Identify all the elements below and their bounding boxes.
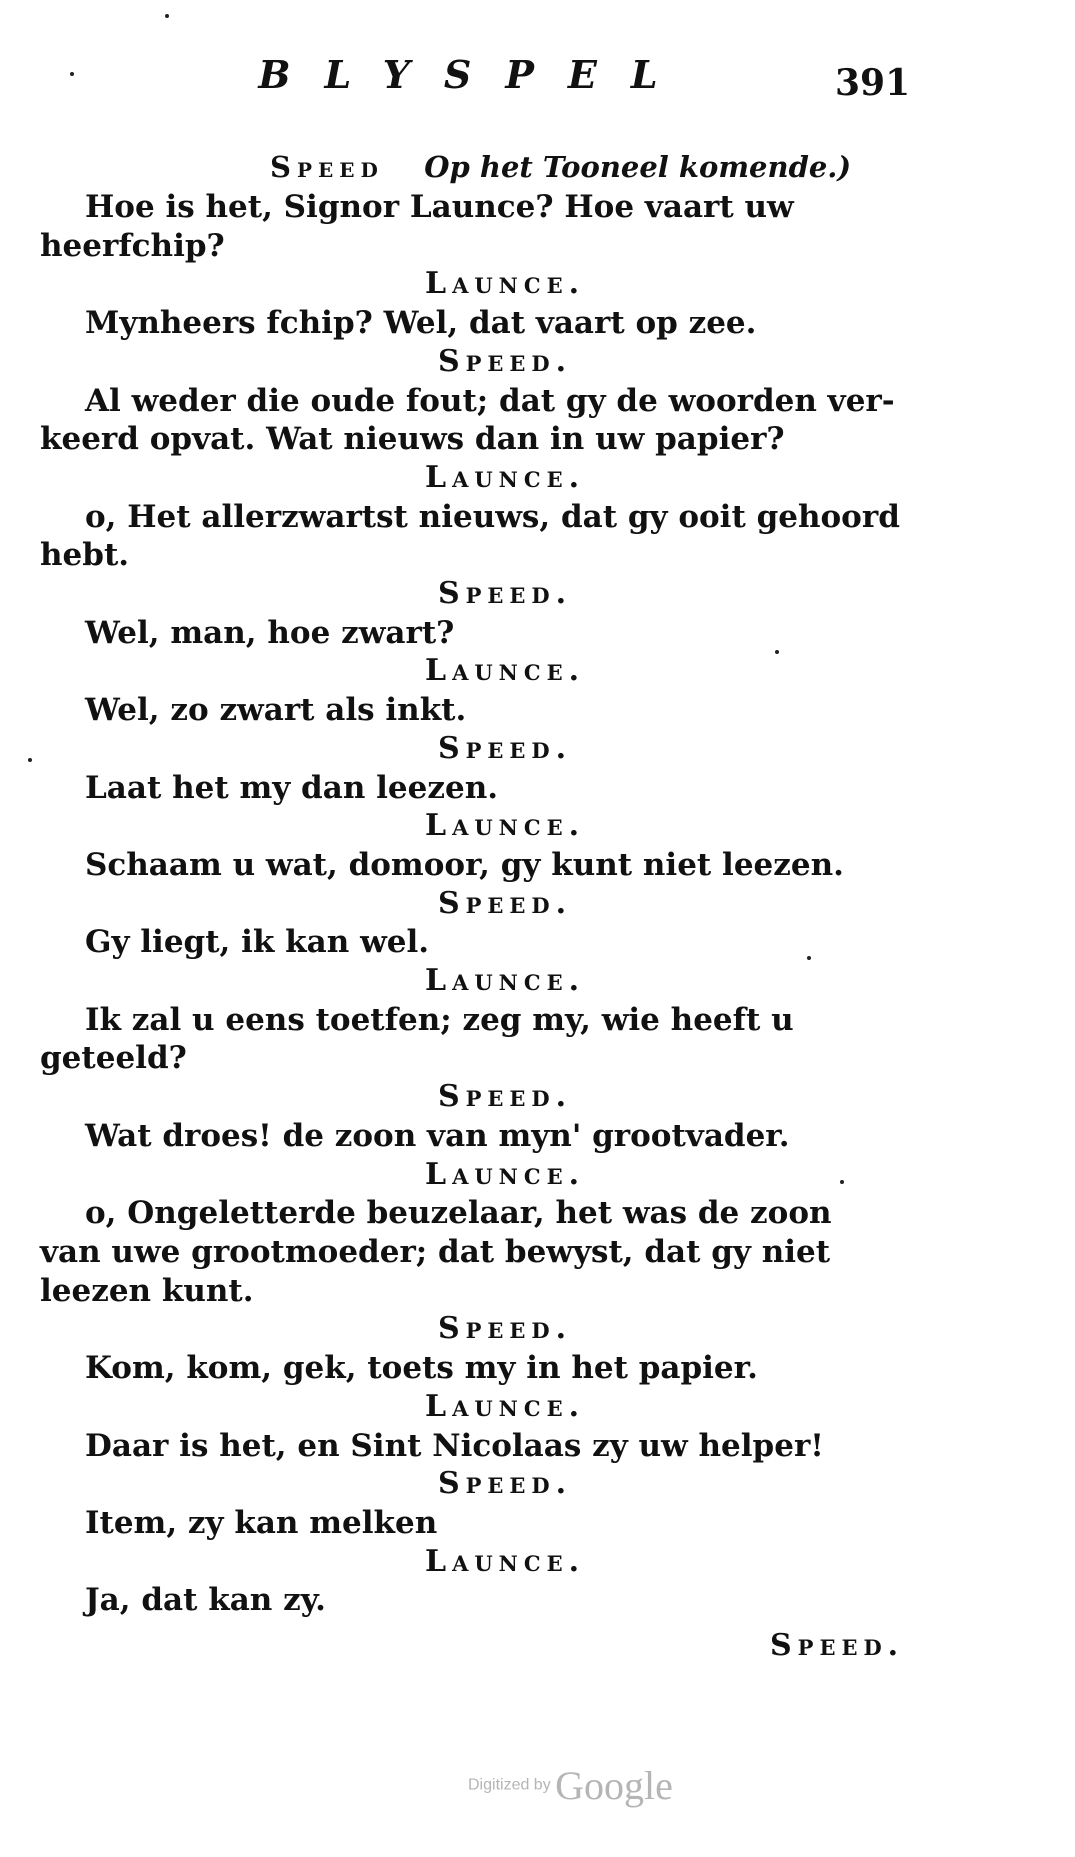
speaker-heading: Launce. (424, 1543, 586, 1579)
dialogue-line: o, Het allerzwartst nieuws, dat gy ooit gehoord (85, 498, 900, 535)
speaker-heading: Launce. (424, 653, 586, 689)
dialogue-line: Wel, zo zwart als inkt. (85, 692, 467, 729)
dialogue-line: Laat het my dan leezen. (85, 769, 499, 806)
ink-speck (28, 758, 32, 762)
dialogue-line: Ja, dat kan zy. (85, 1582, 326, 1619)
dialogue-line: Schaam u wat, domoor, gy kunt niet leezen. (85, 846, 844, 883)
digitized-watermark (468, 1762, 673, 1809)
dialogue-line: van uwe grootmoeder; dat bewyst, dat gy niet (40, 1233, 831, 1270)
dialogue-line: hebt. (40, 537, 130, 574)
dialogue-line: Al weder die oude fout; dat gy de woorden ver- (85, 382, 895, 419)
dialogue-line: heerfchip? (40, 227, 225, 264)
dialogue-line: geteeld? (40, 1040, 187, 1077)
dialogue-line: Daar is het, en Sint Nicolaas zy uw helper! (85, 1427, 824, 1464)
speaker-heading: Launce. (424, 808, 586, 844)
speaker-heading: Speed. (437, 730, 573, 766)
ink-speck (840, 1180, 844, 1184)
speaker-heading: Speed. (437, 343, 573, 379)
page-number: 391 (835, 62, 911, 104)
dialogue-line: Wat droes! de zoon van myn' grootvader. (85, 1117, 790, 1154)
catchword: Speed. (770, 1628, 905, 1663)
speaker-heading: Launce. (424, 1156, 586, 1192)
dialogue-line: Hoe is het, Signor Launce? Hoe vaart uw (85, 189, 794, 225)
dialogue-line: Ik zal u eens toetfen; zeg my, wie heeft u (85, 1001, 794, 1038)
stage-direction-text: Op het Tooneel komende.) (424, 150, 852, 184)
speaker-heading: Launce. (424, 1388, 586, 1424)
dialogue-line: Item, zy kan melken (85, 1504, 438, 1541)
stage-speaker: Speed (270, 150, 384, 184)
dialogue-line: Kom, kom, gek, toets my in het papier. (85, 1350, 758, 1387)
dialogue-line: Gy liegt, ik kan wel. (85, 924, 430, 961)
speaker-heading: Launce. (424, 459, 586, 495)
speaker-heading: Speed. (437, 885, 573, 921)
google-logo: Google (555, 1763, 673, 1808)
speaker-heading: Speed. (437, 1311, 573, 1347)
ink-speck (70, 72, 74, 76)
ink-speck (165, 14, 169, 18)
running-head: BLYSPEL (258, 52, 692, 97)
speaker-heading: Launce. (424, 963, 586, 999)
stage-direction (270, 150, 851, 184)
play-text (40, 188, 910, 1620)
dialogue-line: o, Ongeletterde beuzelaar, het was de zoon (85, 1195, 832, 1232)
dialogue-line: keerd opvat. Wat nieuws dan in uw papier? (40, 421, 785, 458)
speaker-heading: Speed. (437, 576, 573, 612)
speaker-heading: Speed. (437, 1079, 573, 1115)
watermark-prefix: Digitized by (468, 1776, 551, 1794)
dialogue-line: Wel, man, hoe zwart? (85, 614, 455, 651)
dialogue-line: leezen kunt. (40, 1272, 254, 1309)
ink-speck (807, 956, 811, 960)
ink-speck (775, 650, 779, 654)
speaker-heading: Speed. (437, 1466, 573, 1502)
dialogue-line: Mynheers fchip? Wel, dat vaart op zee. (85, 305, 757, 342)
speaker-heading: Launce. (424, 266, 586, 302)
